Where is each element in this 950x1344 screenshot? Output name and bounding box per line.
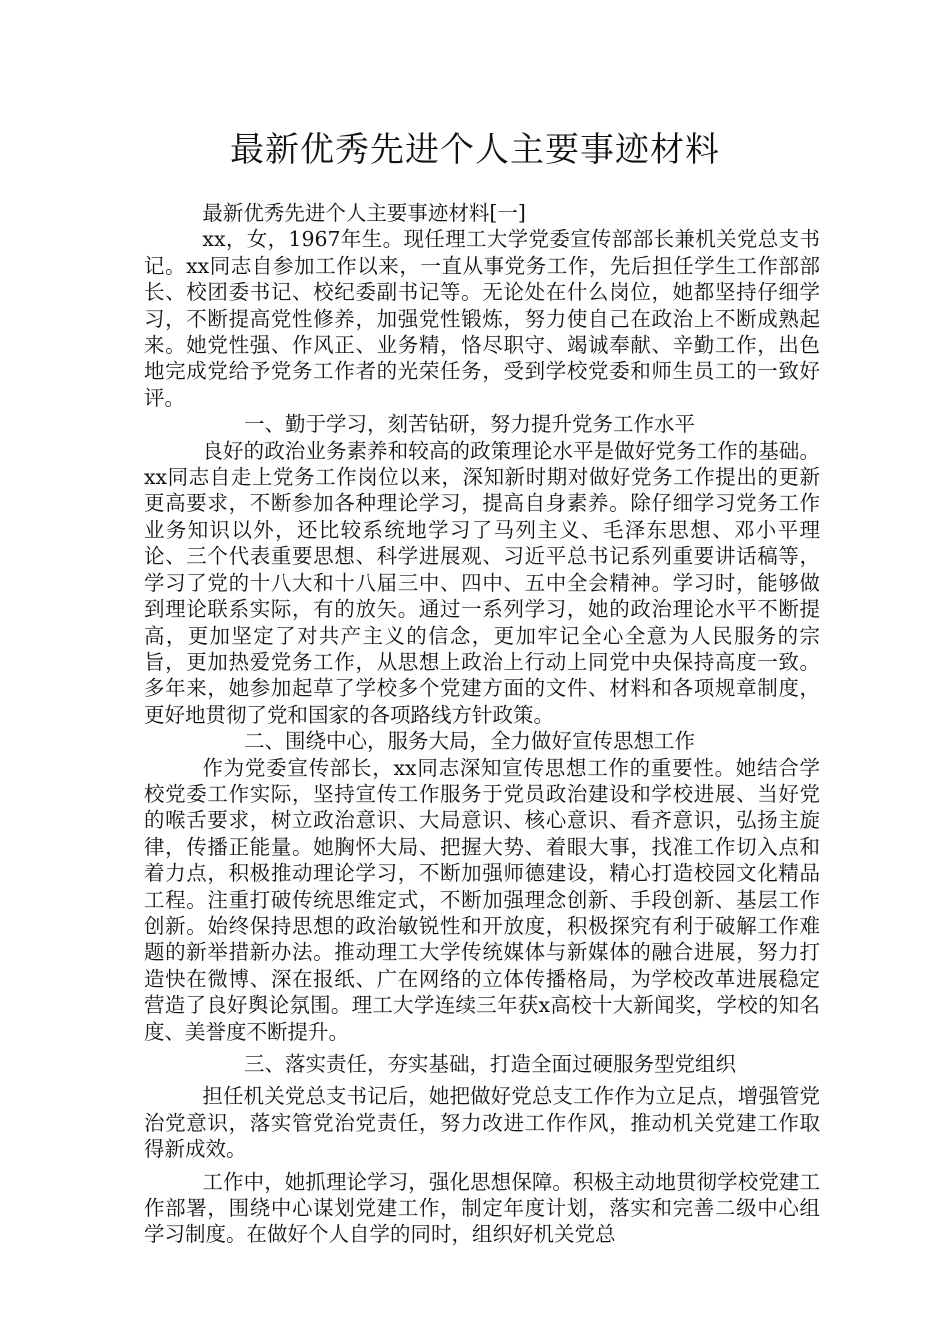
paragraph: 担任机关党总支书记后，她把做好党总支工作作为立足点，增强管党治党意识，落实管党治党责任，努力改进工作作风，推动机关党建工作取得新成效。 <box>144 1084 820 1162</box>
section-heading: 一、勤于学习，刻苦钻研，努力提升党务工作水平 <box>244 412 695 437</box>
paragraph: 良好的政治业务素养和较高的政策理论水平是做好党务工作的基础。xx同志自走上党务工作岗位以来，深知新时期对做好党务工作提出的更新更高要求，不断参加各种理论学习，提高自身素养。除仔细学习党务工作业务知识以外，还比较系统地学习了马列主义、毛泽东思想、邓小平理论、三个代表重要思想、科学进展观、习近平总书记系列重要讲话稿等，学习了党的十八大和十八届三中、四中、五中全会精神。学习时，能够做到理论联系实际，有的放矢。通过一系列学习，她的政治理论水平不断提高，更加坚定了对共产主义的信念，更加牢记全心全意为人民服务的宗旨，更加热爱党务工作，从思想上政治上行动上同党中央保持高度一致。多年来，她参加起草了学校多个党建方面的文件、材料和各项规章制度，更好地贯彻了党和国家的各项路线方针政策。 <box>144 438 820 727</box>
paragraph: xx，女，1967年生。现任理工大学党委宣传部部长兼机关党总支书记。xx同志自参加工作以来，一直从事党务工作，先后担任学生工作部部长、校团委书记、校纪委副书记等。无论处在什么岗位，她都坚持仔细学习，不断提高党性修养，加强党性锻炼，努力使自己在政治上不断成熟起来。她党性强、作风正、业务精，恪尽职守、竭诚奉献、辛勤工作，出色地完成党给予党务工作者的光荣任务，受到学校党委和师生员工的一致好评。 <box>144 227 820 410</box>
section-heading: 二、围绕中心，服务大局，全力做好宣传思想工作 <box>244 729 695 754</box>
paragraph: 工作中，她抓理论学习，强化思想保障。积极主动地贯彻学校党建工作部署，围绕中心谋划党建工作，制定年度计划，落实和完善二级中心组学习制度。在做好个人自学的同时，组织好机关党总 <box>144 1169 820 1247</box>
document-body <box>144 200 820 1248</box>
document-subtitle: 最新优秀先进个人主要事迹材料[一] <box>202 201 526 225</box>
section-heading: 三、落实责任，夯实基础，打造全面过硬服务型党组织 <box>244 1052 736 1076</box>
document-title: 最新优秀先进个人主要事迹材料 <box>230 130 720 170</box>
paragraph: 作为党委宣传部长，xx同志深知宣传思想工作的重要性。她结合学校党委工作实际，坚持宣传工作服务于党员政治建设和学校进展、当好党的喉舌要求，树立政治意识、大局意识、核心意识、看齐意识，弘扬主旋律，传播正能量。她胸怀大局、把握大势、着眼大事，找准工作切入点和着力点，积极推动理论学习，不断加强师德建设，精心打造校园文化精品工程。注重打破传统思维定式，不断加强理念创新、手段创新、基层工作创新。始终保持思想的政治敏锐性和开放度，积极探究有利于破解工作难题的新举措新办法。推动理工大学传统媒体与新媒体的融合进展，努力打造快在微博、深在报纸、广在网络的立体传播格局，为学校改革进展稳定营造了良好舆论氛围。理工大学连续三年获x高校十大新闻奖，学校的知名度、美誉度不断提升。 <box>144 755 820 1044</box>
